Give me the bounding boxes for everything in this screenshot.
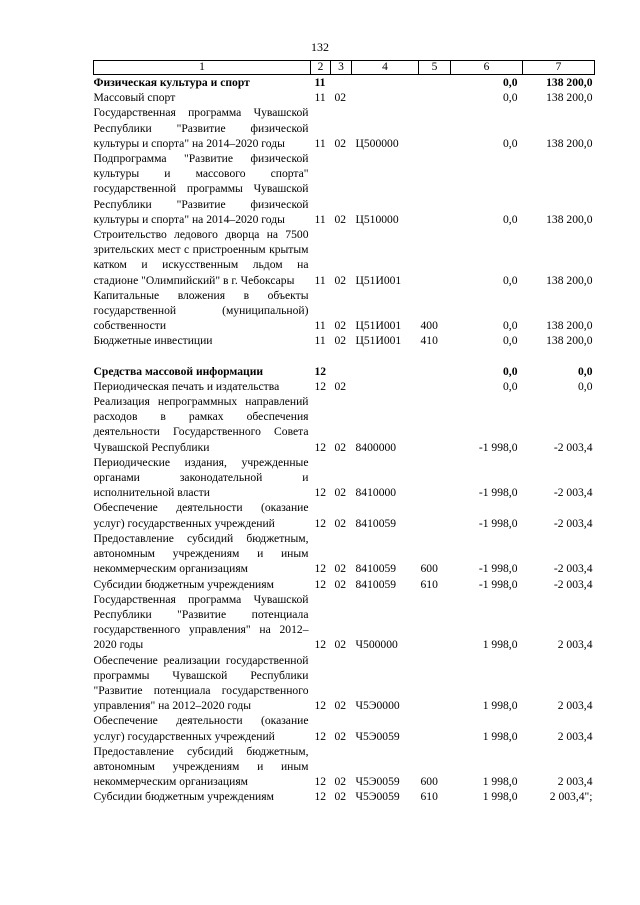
row-target-article [352,379,419,394]
table-row [94,364,595,379]
row-subsection: 02 [334,136,347,150]
row-section: 12 [314,577,327,591]
row-amount-2: 2 003,4"; [549,790,593,804]
row-target-article: 8410059 [355,577,397,591]
row-subsection: 02 [334,729,347,743]
row-name: Строительство ледового дворца на 7500 зрительских мест с пристроенным крытым катком и искусственным льдом на стадионе "Олимпийский" в г. Чебоксары [93,228,309,287]
row-expense-type [419,90,451,105]
row-target-article [352,75,419,91]
row-section: 12 [314,699,327,713]
row-amount-2: 138 200,0 [546,91,593,105]
row-amount-1: 1 998,0 [482,790,518,804]
row-subsection: 02 [334,699,347,713]
row-amount-2: -2 003,4 [553,486,593,500]
row-amount-2: -2 003,4 [553,440,593,454]
table-row [94,105,595,151]
row-amount-1: 1 998,0 [482,729,518,743]
row-name: Государственная программа Чувашской Республики "Развитие физической культуры и спорта" на 2014–2020 годы [93,106,309,150]
row-subsection: 02 [334,790,347,804]
row-name: Субсидии бюджетным учреждениям [93,577,274,591]
row-target-article: Ч5Э0059 [355,775,400,789]
row-amount-1: 0,0 [503,364,518,378]
row-amount-2: 2 003,4 [557,699,593,713]
budget-table [93,60,595,805]
row-expense-type [419,364,451,379]
row-amount-2: 138 200,0 [546,136,593,150]
row-subsection [331,364,352,379]
row-subsection: 02 [334,638,347,652]
row-amount-1: -1 998,0 [478,440,518,454]
header-col-name: 1 [94,61,311,75]
row-target-article: Ч500000 [355,638,398,652]
table-row [94,455,595,501]
row-name: Субсидии бюджетным учреждениям [93,790,274,804]
spacer-cell [94,349,595,364]
table-header-row [94,61,595,75]
table-row [94,653,595,714]
table-row [94,592,595,653]
row-name: Обеспечение деятельности (оказание услуг) государственных учреждений [93,501,309,530]
row-expense-type: 600 [420,562,438,576]
row-target-article: Ц51И001 [355,319,402,333]
row-expense-type [419,394,451,455]
table-row [94,90,595,105]
row-expense-type [419,105,451,151]
row-amount-2: 0,0 [578,364,593,378]
row-expense-type [419,75,451,91]
row-amount-1: 1 998,0 [482,699,518,713]
row-subsection: 02 [334,273,347,287]
row-target-article: Ч5Э0059 [355,729,400,743]
table-row [94,151,595,227]
row-subsection: 02 [334,440,347,454]
row-amount-2: 138 200,0 [546,212,593,226]
row-amount-1: 0,0 [503,379,518,393]
row-amount-1: 0,0 [503,136,518,150]
row-target-article: 8400000 [355,440,397,454]
row-amount-1: 0,0 [503,319,518,333]
row-target-article: Ц51И001 [355,334,402,348]
row-expense-type: 610 [420,790,438,804]
row-section: 11 [314,334,326,348]
header-col-amount-2: 7 [523,61,595,75]
row-section: 11 [314,319,326,333]
row-amount-2: 0,0 [578,379,593,393]
row-amount-2: -2 003,4 [553,516,593,530]
row-amount-2: 2 003,4 [557,729,593,743]
row-target-article: Ч5Э0059 [355,790,400,804]
table-row [94,333,595,348]
row-amount-2: 138 200,0 [546,334,593,348]
row-section: 11 [314,212,326,226]
row-expense-type [419,379,451,394]
row-amount-2: 2 003,4 [557,638,593,652]
row-amount-1: -1 998,0 [478,577,518,591]
row-amount-1: 0,0 [503,334,518,348]
row-expense-type: 600 [420,775,438,789]
row-subsection [331,75,352,91]
row-amount-1: -1 998,0 [478,516,518,530]
row-subsection: 02 [334,379,347,393]
row-name: Подпрограмма "Развитие физической культуры и массового спорта" государственной программы Чувашской Республики "Развитие физической культуры и спорта" на 2014–2020 годы [93,152,309,226]
table-row [94,500,595,530]
row-section: 12 [314,440,327,454]
row-target-article: Ц500000 [355,136,399,150]
header-col-expense-type: 5 [419,61,451,75]
row-target-article: Ч5Э0000 [355,699,400,713]
row-section: 11 [314,136,326,150]
row-name: Бюджетные инвестиции [93,334,213,348]
table-row [94,75,595,91]
row-name: Обеспечение реализации государственной программы Чувашской Республики "Развитие потенциала государственного управления" на 2012–2020 годы [93,653,309,713]
row-subsection: 02 [334,334,347,348]
table-row [94,379,595,394]
row-section: 11 [314,273,326,287]
row-section: 12 [314,638,327,652]
row-section: 11 [314,76,326,89]
page-number: 132 [311,40,329,54]
table-row [94,394,595,455]
table-row [94,713,595,743]
row-expense-type [419,713,451,743]
row-amount-1: 0,0 [503,273,518,287]
row-section: 12 [314,379,327,393]
row-name: Предоставление субсидий бюджетным, автономным учреждениям и иным некоммерческим организациям [93,744,309,789]
row-name: Государственная программа Чувашской Республики "Развитие потенциала государственного управления" на 2012–2020 годы [93,592,309,652]
row-section: 12 [314,562,327,576]
row-subsection: 02 [334,486,347,500]
row-amount-1: 1 998,0 [482,638,518,652]
row-subsection: 02 [334,91,347,105]
row-section: 12 [314,729,327,743]
header-col-amount-1: 6 [451,61,523,75]
row-amount-2: 138 200,0 [546,319,593,333]
row-name: Капитальные вложения в объекты государственной (муниципальной) собственности [93,288,309,333]
row-amount-1: -1 998,0 [478,562,518,576]
spacer-row [94,349,595,364]
row-name: Физическая культура и спорт [93,76,250,89]
row-expense-type [419,500,451,530]
row-name: Массовый спорт [93,91,176,105]
header-col-subsection: 3 [331,61,352,75]
row-expense-type [419,653,451,714]
row-expense-type [419,151,451,227]
row-target-article: 8410000 [355,486,397,500]
header-col-section: 2 [311,61,331,75]
row-amount-1: 1 998,0 [482,775,518,789]
table-row [94,288,595,334]
row-amount-1: -1 998,0 [478,486,518,500]
row-subsection: 02 [334,212,347,226]
row-amount-2: -2 003,4 [553,577,593,591]
row-amount-2: 138 200,0 [546,273,593,287]
row-expense-type [419,592,451,653]
row-section: 12 [314,516,327,530]
header-col-target-article: 4 [352,61,419,75]
row-subsection: 02 [334,319,347,333]
row-expense-type [419,455,451,501]
row-amount-2: -2 003,4 [553,562,593,576]
row-target-article: 8410059 [355,562,397,576]
row-subsection: 02 [334,562,347,576]
row-subsection: 02 [334,577,347,591]
row-target-article [352,90,419,105]
row-amount-2: 138 200,0 [546,76,593,89]
row-subsection: 02 [334,775,347,789]
row-name: Предоставление субсидий бюджетным, автономным учреждениям и иным некоммерческим организациям [93,531,309,576]
table-row [94,227,595,288]
row-section: 12 [314,790,327,804]
row-section: 11 [314,91,326,105]
row-name: Периодическая печать и издательства [93,379,280,393]
row-expense-type: 400 [420,319,438,333]
row-expense-type: 610 [420,577,438,591]
row-name: Периодические издания, учрежденные органами законодательной и исполнительной власти [93,455,309,500]
row-amount-1: 0,0 [503,212,518,226]
table-row [94,531,595,577]
row-expense-type: 410 [420,334,438,348]
row-section: 12 [314,364,327,378]
row-name: Реализация непрограммных направлений расходов в рамках обеспечения деятельности Государственного Совета Чувашской Республики [93,395,309,454]
row-expense-type [419,227,451,288]
row-amount-1: 0,0 [503,76,518,89]
row-section: 12 [314,775,327,789]
row-name: Средства массовой информации [93,364,264,378]
row-target-article: Ц51И001 [355,273,402,287]
row-section: 12 [314,486,327,500]
row-target-article [352,364,419,379]
row-name: Обеспечение деятельности (оказание услуг) государственных учреждений [93,714,309,743]
table-row [94,789,595,804]
row-amount-2: 2 003,4 [557,775,593,789]
table-row [94,577,595,592]
table-row [94,744,595,790]
row-subsection: 02 [334,516,347,530]
row-target-article: 8410059 [355,516,397,530]
row-target-article: Ц510000 [355,212,399,226]
row-amount-1: 0,0 [503,91,518,105]
table-body [94,75,595,805]
